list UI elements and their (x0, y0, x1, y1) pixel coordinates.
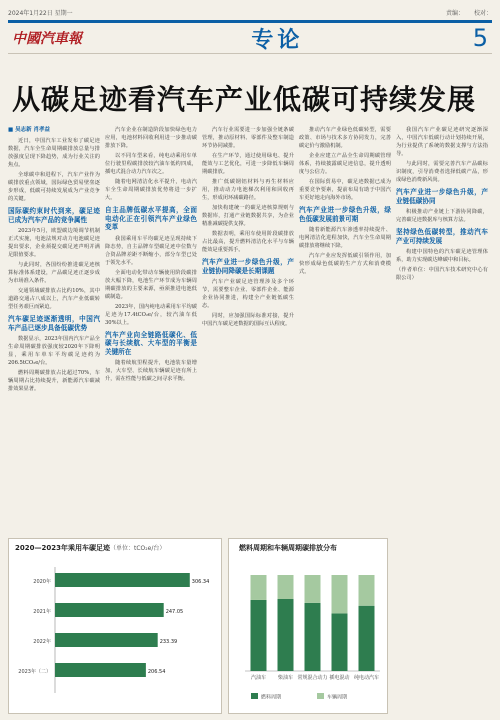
column-3 (202, 126, 294, 536)
bar-segment (278, 599, 294, 671)
paragraph: 全面电动化带动车辆使用阶段碳排放大幅下降，电池生产环节成为车辆周期碳排放的主要来源，亟须推进电池低碳制造。 (105, 269, 197, 300)
paragraph: 企业应建立产品全生命周期碳管理体系，持续披露碳足迹信息，提升透明度与公信力。 (299, 153, 391, 175)
paragraph: 2023年5月，欧盟碳边境调节机制正式实施，电池法规对动力电池碳足迹提出要求，企业须提交碳足迹声明并满足限值要求。 (8, 228, 100, 258)
chart-title: 燃料周期和车辆周期碳排放分布 (239, 544, 337, 552)
paragraph: 汽车产业应发挥低碳引领作用，加快形成绿色低碳的生产方式和消费模式。 (299, 253, 391, 275)
author-affiliation: （作者单位：中国汽车技术研究中心有限公司） (396, 267, 488, 281)
paragraph: 同时，应加强国际标准对接，提升中国汽车碳足迹数据的国际互认程度。 (202, 313, 294, 327)
paragraph: 随着续航里程提升，电池装车量增加，大车型、长续航车辆碳足迹有所上升，需在性能与低碳之间寻求平衡。 (105, 360, 197, 382)
paragraph: 数据显示，2023年国内汽车产品全生命周期碳排放强度较2020年下降明显，乘用车单车平均碳足迹约为206.5tCO₂e/台。 (8, 336, 100, 366)
paragraph: 燃料周期碳排放占比超过70%，车辆周期占比持续提升，新能源汽车碳减排效果显著。 (8, 370, 100, 392)
paragraph: 我国汽车产业碳足迹研究逐渐深入，中国汽车低碳行动计划持续开展，为行业提供了系统的数据支撑与方法指导。 (396, 127, 488, 157)
subheading: 汽车碳足迹逐渐透明，中国汽车产品已逐步具备低碳优势 (8, 315, 100, 332)
page-number: 5 (472, 24, 488, 52)
bar (55, 663, 146, 677)
paragraph: 与此同时，需要完善汽车产品碳标识制度，引导消费者选择低碳产品，形成绿色消费新风尚。 (396, 161, 488, 183)
newspaper-logo: 中國汽車報 (12, 31, 82, 47)
legend-label: 车辆周期 (327, 694, 348, 701)
chart-title: 2020—2023年乘用车碳足迹（单位：tCO₂e/台） (15, 544, 166, 552)
subheading: 坚持绿色低碳转型，推动汽车产业可持续发展 (396, 228, 488, 245)
bar (55, 633, 158, 647)
legend-label: 燃料周期 (261, 694, 282, 701)
legend-swatch (251, 693, 258, 699)
paragraph: 数据表明，乘用车使用阶段碳排放占比最高，提升燃料清洁化水平与车辆能效是重要抓手。 (202, 231, 294, 253)
bar-segment (359, 606, 375, 671)
category-label: 2023年（二） (18, 669, 51, 675)
paragraph: 近日，中国汽车工业发布了碳足迹数据，汽车全生命周期碳排放总量与排放强度呈现下降趋势，成为行业关注的焦点。 (8, 138, 100, 168)
paragraph: 我国乘用车平均碳足迹呈现持续下降态势，自主品牌车型碳足迹中位数与合资品牌差距不断缩小，部分车型已处于领先水平。 (105, 235, 197, 266)
section-title: 专论 (251, 26, 304, 53)
category-label: 纯电动汽车 (353, 675, 380, 681)
proof-label: 校对： (473, 9, 492, 17)
subheading: 汽车产业进一步绿色升级，绿色低碳发展前景可期 (299, 206, 391, 223)
top-bar (8, 6, 492, 18)
paragraph: 以不同车型来看，纯电动乘用车单位行驶里程碳排放较汽油车低约四成，插电式混合动力汽车次之。 (105, 153, 197, 175)
subheading: 汽车产业向全链路低碳化、低碳与长续航、大车型的平衡是关键所在 (105, 330, 197, 356)
bar-segment (332, 575, 348, 613)
paragraph: 汽车企业在制造阶段加快绿色电力应用，电池材料回收利用进一步推动碳排放下降。 (105, 127, 197, 149)
bar-segment (251, 600, 267, 671)
category-label: 2021年 (33, 609, 51, 615)
chart-unit: （单位：tCO₂e/台） (109, 545, 166, 552)
chart-1-svg (9, 555, 221, 713)
paragraph: 汽车产业碳足迹管理涉及多个环节，需要整车企业、零部件企业、能源企业协同推进，构建全产业链低碳生态。 (202, 279, 294, 309)
paragraph: 与此同时，各国纷纷推进碳足迹核算标准体系建设，产品碳足迹正逐步成为市场准入条件。 (8, 262, 100, 284)
bar-segment (278, 575, 294, 599)
column-5 (396, 126, 488, 536)
bar-segment (305, 603, 321, 671)
category-label: 汽油车 (250, 675, 267, 681)
paragraph: 积极推动产业链上下游协同降碳，完善碳足迹数据库与核算方法。 (396, 209, 488, 223)
paragraph: 在生产环节，通过使用绿电、提升能效与工艺优化，可进一步降低车辆周期碳排放。 (202, 153, 294, 175)
bar-segment (305, 575, 321, 603)
legend-swatch (317, 693, 324, 699)
bar-segment (332, 613, 348, 671)
category-label: 2020年 (33, 579, 51, 585)
chart-2-svg (229, 553, 387, 713)
issue-date: 2024年1月22日 星期一 (8, 9, 73, 17)
subheading: 汽车产业进一步绿色升级，产业链协同降碳是长期课题 (202, 258, 294, 275)
editor-label: 责编： (445, 9, 464, 17)
category-label: 柴油车 (277, 675, 294, 681)
byline: ■ 吴志新 肖孝益 (8, 127, 51, 133)
paragraph: 全球碳中和进程下，汽车产业作为碳排放重点领域，国际绿色贸易壁垒逐步形成，低碳可持续发展成为产业竞争的关键。 (8, 172, 100, 202)
column-4 (299, 126, 391, 536)
category-label: 插电混动 (329, 675, 350, 681)
masthead (8, 20, 492, 54)
subheading: 自主品牌低碳水平提高，全面电动化正在引领汽车产业绿色变革 (105, 206, 197, 231)
paragraph: 推动汽车产业绿色低碳转型，需要政策、市场与技术多方协同发力，完善碳定价与激励机制。 (299, 127, 391, 149)
bar-segment (251, 575, 267, 600)
subheading: 国际碳约束时代到来，碳足迹已成为汽车产品的竞争属性 (8, 207, 100, 224)
category-label: 常规混合动力 (297, 675, 328, 681)
paragraph: 加快构建统一的碳足迹核算规则与数据库，打通产业链数据共享，为企业精准减碳提供支撑。 (202, 205, 294, 227)
chart-fuel-vehicle-cycle (228, 538, 388, 714)
paragraph: 构建中国特色的汽车碳足迹管理体系，助力实现碳达峰碳中和目标。 (396, 249, 488, 263)
paragraph: 随着电网清洁化水平提升，电动汽车全生命周期碳排放优势将进一步扩大。 (105, 179, 197, 201)
paragraph: 随着新能源汽车渗透率持续提升、电网清洁化进程加快，汽车全生命周期碳排放将继续下降。 (299, 227, 391, 249)
category-label: 2022年 (33, 639, 51, 645)
paragraph: 2023年，国内纯电动乘用车平均碳足迹为17.4tCO₂e/台，较汽油车低30%以上。 (105, 303, 197, 326)
paragraph: 交通领域碳排放占比约10%，其中道路交通占八成以上，汽车产业低碳转型任务艰巨而紧迫。 (8, 288, 100, 310)
subheading: 汽车产业进一步绿色升级，产业链低碳协同 (396, 188, 488, 205)
chart-carbon-footprint (8, 538, 222, 714)
data-label: 206.54 (147, 669, 166, 675)
bar-segment (359, 575, 375, 606)
bar (55, 603, 164, 617)
data-label: 247.05 (165, 609, 184, 615)
paragraph: 推广低碳钢铝材料与再生材料应用，推动动力电池梯次利用和回收再生，形成闭环减碳路径。 (202, 179, 294, 201)
column-1 (8, 126, 100, 536)
top-bar-right (446, 8, 492, 17)
article-headline: 从碳足迹看汽车产业低碳可持续发展 (12, 83, 477, 116)
bar (55, 573, 190, 587)
article-body (8, 126, 492, 536)
paragraph: 汽车行业需要进一步加强全链条碳管理，推动原材料、零部件及整车制造环节协同减排。 (202, 127, 294, 149)
data-label: 233.39 (159, 639, 178, 645)
paragraph: 在国际贸易中，碳足迹数据已成为重要竞争要素，提前布局有助于中国汽车更好地走向海外市场。 (299, 179, 391, 201)
data-label: 306.34 (191, 579, 210, 585)
column-2 (105, 126, 197, 536)
